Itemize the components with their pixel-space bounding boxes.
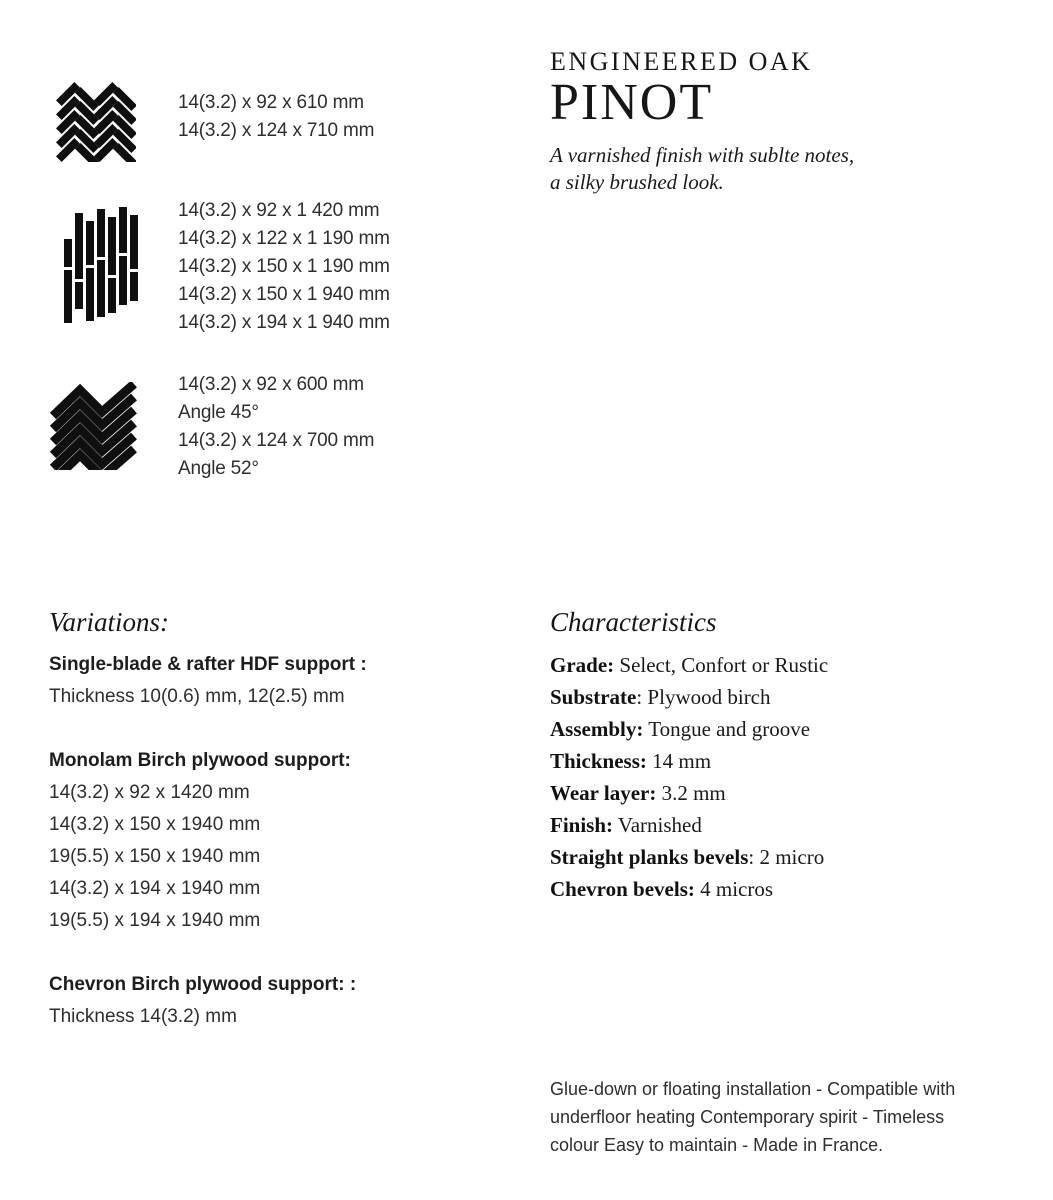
characteristic-label: Substrate [550, 685, 637, 709]
angle-line: Angle 45° [178, 402, 259, 423]
characteristics-heading: Characteristics [550, 607, 717, 638]
characteristic-label: Finish: [550, 813, 614, 837]
dimension-line: 14(3.2) x 124 x 700 mm [178, 430, 375, 451]
characteristic-label: Straight planks bevels [550, 845, 749, 869]
characteristic-straight-bevels [550, 841, 1010, 873]
format-dimensions-chevron [178, 371, 374, 483]
dimension-line: 14(3.2) x 194 x 1 940 mm [178, 312, 390, 333]
description-line: a silky brushed look. [550, 170, 724, 194]
variations-heading: Variations: [49, 607, 170, 638]
herringbone-pattern-icon [56, 78, 136, 162]
variation-group-chevron [49, 969, 356, 1033]
angle-line: Angle 52° [178, 458, 259, 479]
chevron-pattern-icon [50, 382, 137, 470]
dimension-line: 14(3.2) x 92 x 600 mm [178, 374, 364, 395]
characteristic-value: : Plywood birch [636, 685, 771, 709]
variation-line: 14(3.2) x 150 x 1940 mm [49, 814, 261, 835]
characteristic-value: Varnished [613, 813, 702, 837]
variation-line: 19(5.5) x 150 x 1940 mm [49, 846, 261, 867]
dimension-line: 14(3.2) x 92 x 610 mm [178, 92, 364, 113]
characteristic-wear-layer [550, 777, 1010, 809]
characteristic-label: Wear layer: [550, 781, 657, 805]
characteristic-chevron-bevels [550, 873, 1010, 905]
characteristic-label: Grade: [550, 653, 615, 677]
straight-planks-pattern-icon [64, 205, 142, 325]
dimension-line: 14(3.2) x 122 x 1 190 mm [178, 228, 390, 249]
variation-group-hdf [49, 649, 367, 713]
variation-group-title: Single-blade & rafter HDF support : [49, 654, 367, 675]
variation-group-title: Chevron Birch plywood support: : [49, 974, 357, 995]
characteristic-thickness [550, 745, 1010, 777]
variation-group-monolam [49, 745, 351, 937]
variation-group-title: Monolam Birch plywood support: [49, 750, 351, 771]
characteristic-value: : 2 micro [748, 845, 825, 869]
characteristic-label: Thickness: [550, 749, 647, 773]
characteristic-label: Assembly: [550, 717, 644, 741]
installation-note: Glue-down or floating installation - Compatible with underfloor heating Contemporary spirit - Timeless colour Easy to maintain - Made in France. [550, 1079, 956, 1155]
characteristic-value: Tongue and groove [643, 717, 811, 741]
characteristics-list [550, 649, 1010, 905]
variation-line: Thickness 10(0.6) mm, 12(2.5) mm [49, 686, 345, 707]
characteristic-finish [550, 809, 1010, 841]
dimension-line: 14(3.2) x 124 x 710 mm [178, 120, 375, 141]
characteristic-grade [550, 649, 1010, 681]
product-description [550, 142, 854, 196]
dimension-line: 14(3.2) x 150 x 1 940 mm [178, 284, 390, 305]
characteristic-assembly [550, 713, 1010, 745]
variation-line: 14(3.2) x 92 x 1420 mm [49, 782, 250, 803]
description-line: A varnished finish with sublte notes, [550, 143, 855, 167]
variation-line: 19(5.5) x 194 x 1940 mm [49, 910, 261, 931]
collection-name: ENGINEERED OAK [550, 47, 813, 76]
dimension-line: 14(3.2) x 150 x 1 190 mm [178, 256, 390, 277]
characteristic-value: 14 mm [646, 749, 712, 773]
title-block [550, 47, 854, 196]
characteristic-value: Select, Confort or Rustic [614, 653, 829, 677]
characteristic-label: Chevron bevels: [550, 877, 695, 901]
dimension-line: 14(3.2) x 92 x 1 420 mm [178, 200, 380, 221]
format-dimensions-straight-planks [178, 197, 390, 337]
product-name: PINOT [550, 74, 714, 131]
format-dimensions-herringbone [178, 89, 374, 145]
variation-line: Thickness 14(3.2) mm [49, 1006, 237, 1027]
characteristic-substrate [550, 681, 1010, 713]
variation-line: 14(3.2) x 194 x 1940 mm [49, 878, 261, 899]
characteristic-value: 3.2 mm [656, 781, 726, 805]
characteristic-value: 4 micros [694, 877, 774, 901]
